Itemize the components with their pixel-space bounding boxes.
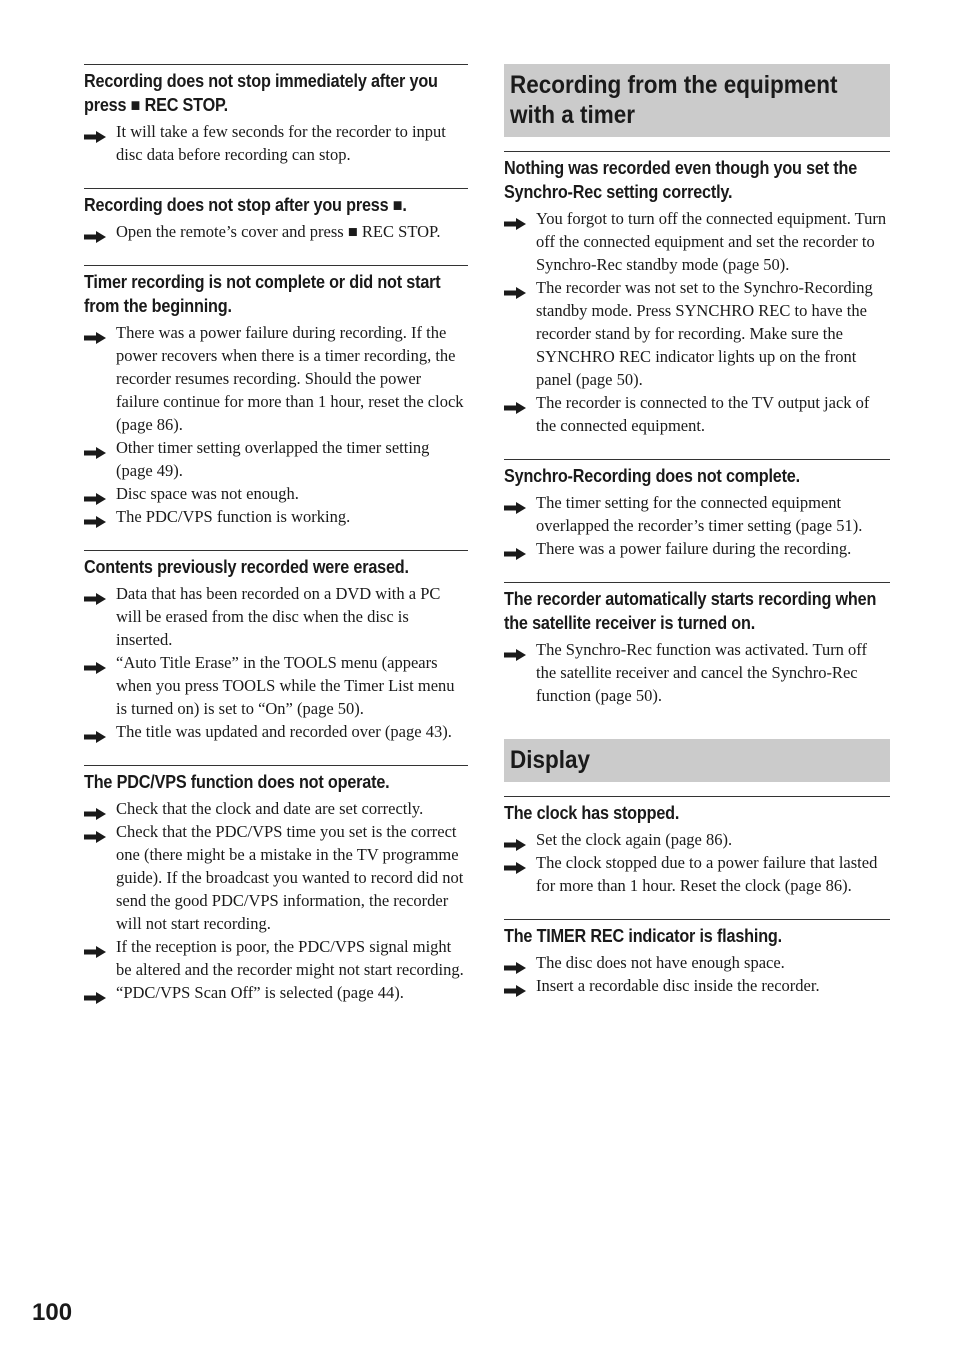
arrow-icon	[84, 726, 106, 738]
arrow-icon	[504, 497, 526, 509]
solution-text: If the reception is poor, the PDC/VPS signal might be altered and the recorder might not start recording.	[116, 937, 464, 979]
solution-item	[84, 120, 468, 166]
arrow-icon	[84, 941, 106, 953]
arrow-icon	[84, 588, 106, 600]
solution-item	[84, 505, 468, 528]
solution-text: Other timer setting overlapped the timer setting (page 49).	[116, 438, 430, 480]
solution-item	[84, 220, 468, 243]
solution-item	[84, 651, 468, 720]
solution-text: “PDC/VPS Scan Off” is selected (page 44).	[116, 983, 404, 1002]
arrow-icon	[84, 803, 106, 815]
arrow-icon	[84, 442, 106, 454]
right-column	[504, 64, 890, 1019]
solution-list	[504, 207, 890, 437]
section-title: The PDC/VPS function does not operate.	[84, 772, 390, 792]
solution-text: You forgot to turn off the connected equipment. Turn off the connected equipment and set the recorder to Synchro-Rec standby mode (page 50).	[536, 209, 887, 274]
section-title: The recorder automatically starts recording when the satellite receiver is turned on.	[504, 589, 877, 633]
solution-item	[504, 207, 890, 276]
solution-item	[504, 951, 890, 974]
arrow-icon	[504, 644, 526, 656]
solution-item	[504, 638, 890, 707]
arrow-icon	[504, 957, 526, 969]
solution-item	[84, 720, 468, 743]
solution-item	[84, 482, 468, 505]
section-title: Nothing was recorded even though you set the Synchro-Rec setting correctly.	[504, 158, 858, 202]
arrow-icon	[84, 327, 106, 339]
right-column-sections-display	[504, 796, 890, 997]
troubleshooting-section	[504, 919, 890, 997]
section-title: Contents previously recorded were erased.	[84, 557, 409, 577]
arrow-icon	[84, 987, 106, 999]
arrow-icon	[84, 226, 106, 238]
solution-text: Insert a recordable disc inside the recorder.	[536, 976, 820, 995]
page-number: 100	[32, 1299, 73, 1326]
section-title: The TIMER REC indicator is flashing.	[504, 926, 782, 946]
arrow-icon	[84, 488, 106, 500]
arrow-icon	[504, 834, 526, 846]
solution-list	[84, 220, 468, 243]
troubleshooting-section	[504, 459, 890, 560]
solution-item	[84, 797, 468, 820]
band-title-display: Display	[510, 746, 591, 774]
solution-list	[84, 120, 468, 166]
arrow-icon	[84, 826, 106, 838]
arrow-icon	[504, 857, 526, 869]
solution-text: “Auto Title Erase” in the TOOLS menu (appears when you press TOOLS while the Timer List menu is turned on) is set to “On” (page 50).	[116, 653, 455, 718]
solution-item	[84, 436, 468, 482]
section-band-recording	[504, 64, 890, 137]
arrow-icon	[84, 657, 106, 669]
solution-list	[504, 638, 890, 707]
left-column	[84, 64, 468, 1026]
solution-item	[84, 935, 468, 981]
solution-text: The clock stopped due to a power failure that lasted for more than 1 hour. Reset the clock (page 86).	[536, 853, 878, 895]
arrow-icon	[84, 511, 106, 523]
solution-list	[504, 951, 890, 997]
solution-text: The title was updated and recorded over (page 43).	[116, 722, 452, 741]
solution-text: Check that the PDC/VPS time you set is the correct one (there might be a mistake in the TV programme guide). If the broadcast you wanted to record did not send the good PDC/VPS information, the recorder will not start recording.	[116, 822, 464, 933]
solution-item	[504, 491, 890, 537]
arrow-icon	[504, 282, 526, 294]
section-title: Synchro-Recording does not complete.	[504, 466, 800, 486]
solution-text: The Synchro-Rec function was activated. Turn off the satellite receiver and cancel the Synchro-Rec function (page 50).	[536, 640, 867, 705]
section-band-display	[504, 739, 890, 782]
troubleshooting-section	[84, 265, 468, 528]
solution-text: Disc space was not enough.	[116, 484, 299, 503]
section-title: Recording does not stop immediately after you press ■ REC STOP.	[84, 71, 438, 115]
solution-item	[504, 851, 890, 897]
band-title-recording: Recording from the equipment with a timer	[510, 71, 838, 129]
troubleshooting-section	[504, 151, 890, 437]
section-title: The clock has stopped.	[504, 803, 680, 823]
arrow-icon	[504, 980, 526, 992]
troubleshooting-section	[84, 765, 468, 1004]
troubleshooting-section	[84, 64, 468, 166]
solution-list	[504, 828, 890, 897]
solution-text: Set the clock again (page 86).	[536, 830, 733, 849]
solution-text: The recorder is connected to the TV output jack of the connected equipment.	[536, 393, 870, 435]
troubleshooting-section	[84, 550, 468, 743]
solution-item	[504, 828, 890, 851]
troubleshooting-section	[504, 582, 890, 707]
solution-list	[84, 321, 468, 528]
solution-text: Data that has been recorded on a DVD with a PC will be erased from the disc when the disc is inserted.	[116, 584, 441, 649]
solution-item	[504, 974, 890, 997]
troubleshooting-section	[504, 796, 890, 897]
solution-item	[84, 582, 468, 651]
solution-list	[84, 797, 468, 1004]
solution-text: There was a power failure during recording. If the power recovers when there is a timer recording, the recorder resumes recording. Should the power failure continue for more than 1 hour, reset the clock (page 86).	[116, 323, 464, 434]
solution-item	[84, 321, 468, 436]
solution-list	[84, 582, 468, 743]
right-column-sections-recording	[504, 151, 890, 707]
solution-text: The recorder was not set to the Synchro-Recording standby mode. Press SYNCHRO REC to have the recorder stand by for recording. Make sure the SYNCHRO REC indicator lights up on the front panel (page 50).	[536, 278, 873, 389]
solution-text: It will take a few seconds for the recorder to input disc data before recording can stop.	[116, 122, 446, 164]
solution-item	[84, 820, 468, 935]
section-title: Timer recording is not complete or did not start from the beginning.	[84, 272, 441, 316]
solution-item	[504, 276, 890, 391]
solution-text: The timer setting for the connected equipment overlapped the recorder’s timer setting (page 51).	[536, 493, 863, 535]
solution-text: There was a power failure during the recording.	[536, 539, 852, 558]
solution-item	[504, 537, 890, 560]
solution-text: Open the remote’s cover and press ■ REC STOP.	[116, 222, 441, 241]
arrow-icon	[504, 213, 526, 225]
solution-text: Check that the clock and date are set correctly.	[116, 799, 424, 818]
solution-text: The disc does not have enough space.	[536, 953, 785, 972]
solution-text: The PDC/VPS function is working.	[116, 507, 351, 526]
arrow-icon	[84, 126, 106, 138]
arrow-icon	[504, 397, 526, 409]
troubleshooting-section	[84, 188, 468, 243]
arrow-icon	[504, 543, 526, 555]
section-title: Recording does not stop after you press ■.	[84, 195, 407, 215]
solution-item	[504, 391, 890, 437]
solution-item	[84, 981, 468, 1004]
solution-list	[504, 491, 890, 560]
